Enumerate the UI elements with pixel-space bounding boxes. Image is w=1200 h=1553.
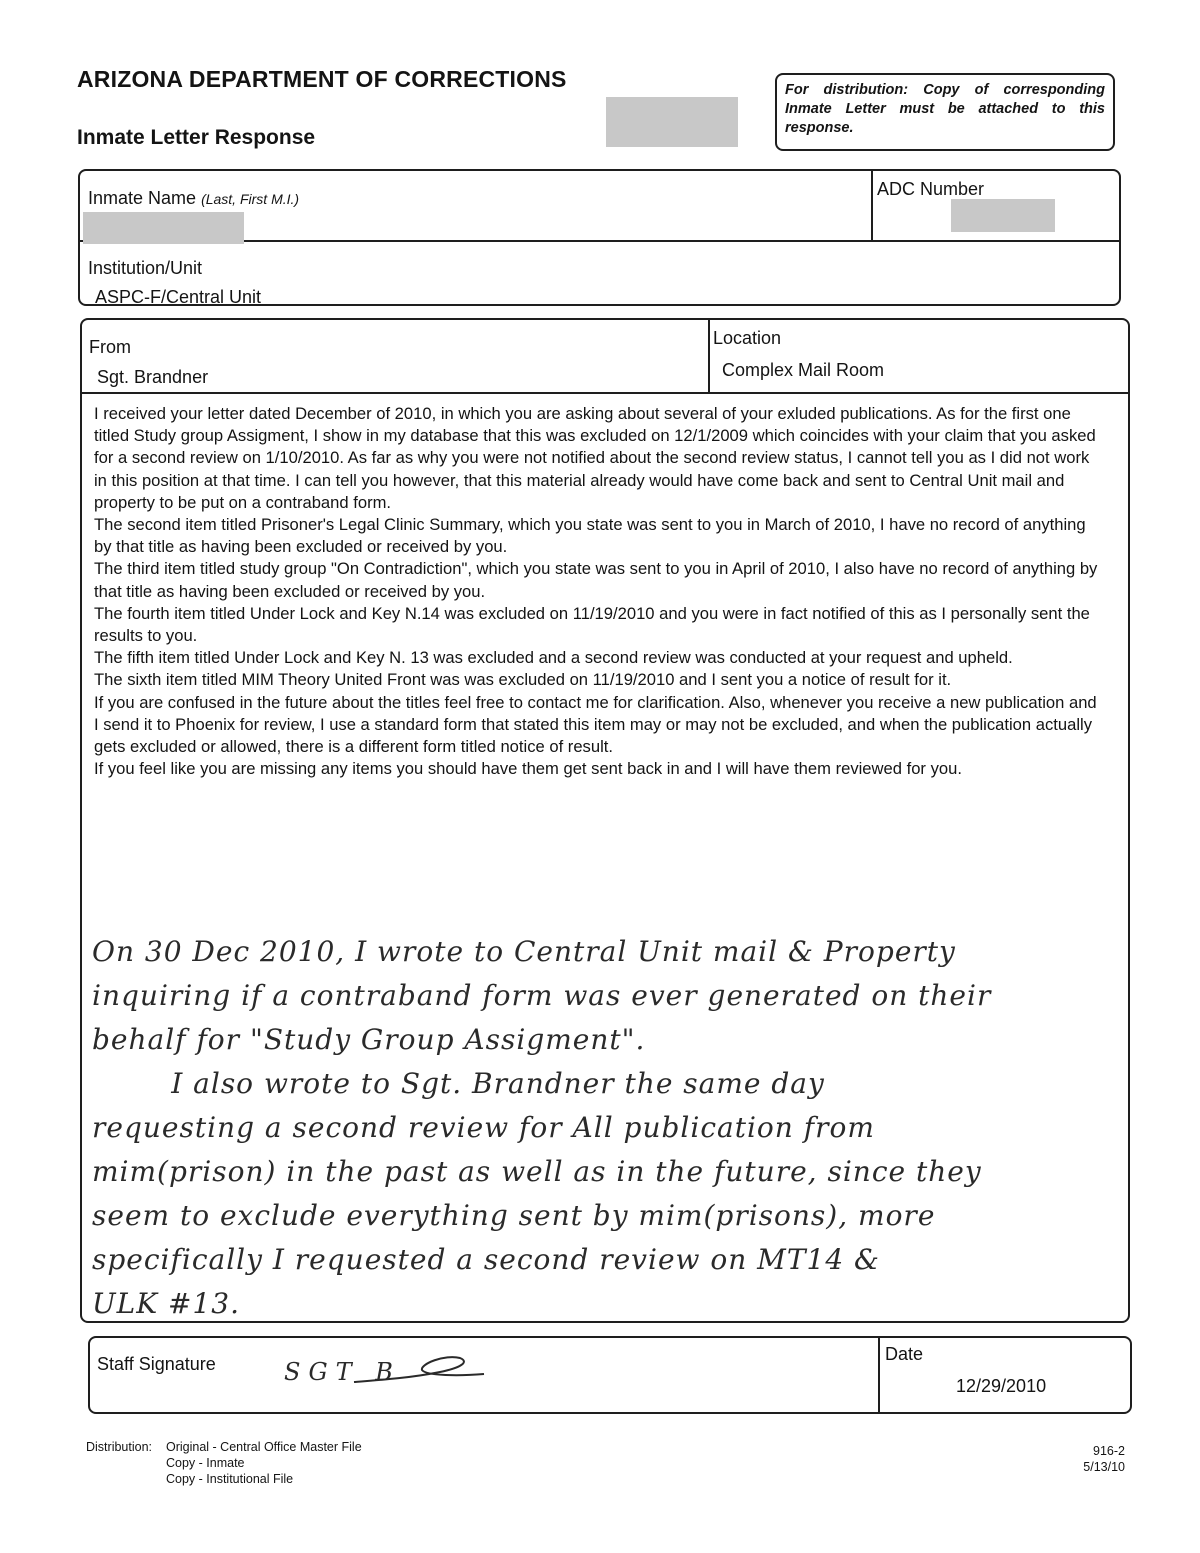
handwritten-line: I also wrote to Sgt. Brandner the same day (92, 1067, 825, 1100)
handwritten-line: On 30 Dec 2010, I wrote to Central Unit mail & Property (92, 935, 956, 968)
inmate-name-hint: (Last, First M.I.) (201, 191, 300, 207)
response-paragraph: The second item titled Prisoner's Legal Clinic Summary, which you state was sent to you in March of 2010, I have no record of anything by that title as having been excluded or received by you. (94, 515, 1086, 557)
from-label: From (89, 337, 131, 357)
staff-signature-scrawl: SGT B (284, 1358, 401, 1386)
distribution-item: Original - Central Office Master File (166, 1440, 362, 1454)
divider (82, 392, 1128, 394)
form-revision-date: 5/13/10 (1083, 1460, 1125, 1474)
handwritten-line: requesting a second review for All publication from (92, 1111, 875, 1144)
institution-value: ASPC-F/Central Unit (95, 287, 262, 307)
redaction-block-header (606, 97, 738, 147)
date-value: 12/29/2010 (956, 1376, 1047, 1396)
response-paragraph: If you are confused in the future about the titles feel free to contact me for clarification. Also, whenever you receive a new publication and I send it to Phoenix for review, I use a standard form that stated this item may or may not be excluded, and when the publication actually gets excluded or allowed, there is a different form titled notice of result. (94, 692, 1097, 757)
handwritten-line: inquiring if a contraband form was ever generated on their (92, 979, 992, 1012)
response-body (94, 403, 1104, 780)
handwritten-line: specifically I requested a second review on MT14 & (92, 1243, 880, 1276)
signature-stroke (350, 1350, 490, 1390)
divider (878, 1338, 880, 1412)
handwritten-line: ULK #13. (92, 1287, 240, 1320)
redaction-block-adc-number (951, 199, 1055, 232)
response-paragraph: The fifth item titled Under Lock and Key N. 13 was excluded and a second review was conducted at your request and upheld. (94, 648, 1013, 668)
response-paragraph: The sixth item titled MIM Theory United Front was was excluded on 11/19/2010 and I sent you a notice of result for it. (94, 670, 952, 690)
distribution-list (166, 1439, 362, 1487)
divider (871, 171, 873, 240)
handwritten-line: mim(prison) in the past as well as in the future, since they (92, 1155, 982, 1188)
distribution-item: Copy - Institutional File (166, 1472, 294, 1486)
inmate-name-label: Inmate Name (Last, First M.I.) (88, 188, 300, 208)
organization-title: ARIZONA DEPARTMENT OF CORRECTIONS (77, 66, 567, 92)
staff-signature-label: Staff Signature (97, 1354, 216, 1374)
distribution-label: Distribution: (86, 1440, 152, 1454)
divider (708, 320, 710, 392)
distribution-note: For distribution: Copy of corresponding Inmate Letter must be attached to this response. (775, 73, 1115, 151)
location-value: Complex Mail Room (722, 360, 885, 380)
handwritten-note (92, 930, 1112, 1326)
from-value: Sgt. Brandner (97, 367, 209, 387)
location-label: Location (713, 328, 782, 348)
signature-section (88, 1336, 1132, 1414)
inmate-section (78, 169, 1121, 306)
form-number: 916-2 (1093, 1444, 1125, 1458)
institution-label: Institution/Unit (88, 258, 203, 278)
handwritten-line: seem to exclude everything sent by mim(prisons), more (92, 1199, 936, 1232)
response-paragraph: I received your letter dated December of 2010, in which you are asking about several of your exluded publications. As for the first one titled Study group Assigment, I show in my database that this was excluded on 12/1/2009 which coincides with your claim that you asked for a second review on 1/10/2010. As far as why you were not notified about the second review status, I cannot tell you as I did not work in this position at that time. I can tell you however, that this material already would have come back and sent to Central Unit mail and property to be put on a contraband form. (94, 404, 1096, 512)
form-title: Inmate Letter Response (77, 126, 316, 149)
date-label: Date (885, 1344, 924, 1364)
response-paragraph: The fourth item titled Under Lock and Key N.14 was excluded on 11/19/2010 and you were in fact notified of this as I personally sent the results to you. (94, 603, 1090, 646)
handwritten-line: behalf for "Study Group Assigment". (92, 1023, 646, 1056)
response-paragraph: The third item titled study group "On Contradiction", which you state was sent to you in April of 2010, I also have no record of anything by that title as having been excluded or received by you. (94, 559, 1098, 601)
adc-number-label: ADC Number (877, 179, 985, 199)
distribution-item: Copy - Inmate (166, 1456, 245, 1470)
response-paragraph: If you feel like you are missing any items you should have them get sent back in and I will have them reviewed for you. (94, 759, 962, 779)
redaction-block-inmate-name (83, 212, 244, 244)
